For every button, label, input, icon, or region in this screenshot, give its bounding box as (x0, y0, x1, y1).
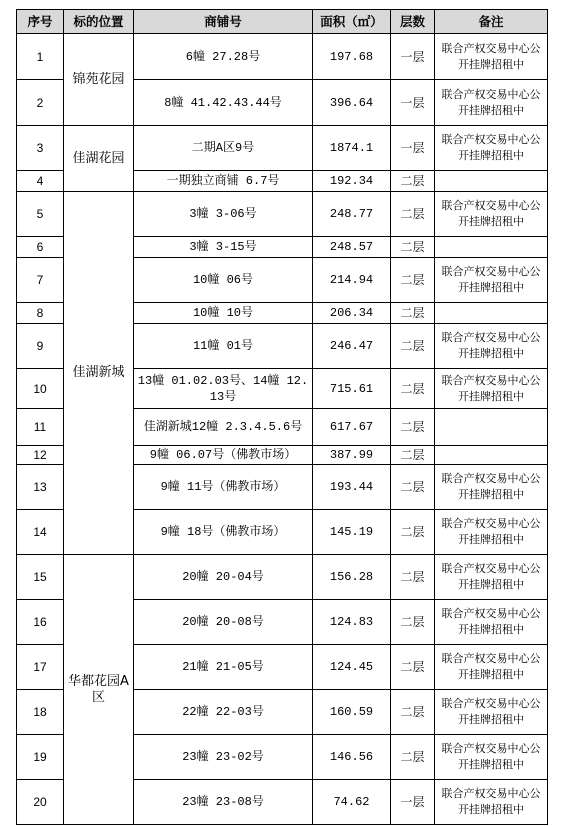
area-cell: 156.28 (313, 555, 391, 600)
area-cell: 396.64 (313, 80, 391, 126)
floor-cell: 二层 (391, 409, 435, 446)
area-cell: 248.77 (313, 192, 391, 237)
shop-number-cell: 9幢 11号（佛教市场） (134, 465, 313, 510)
seq-cell: 14 (17, 510, 64, 555)
shop-number-cell: 8幢 41.42.43.44号 (134, 80, 313, 126)
floor-cell: 一层 (391, 34, 435, 80)
shop-number-cell: 20幢 20-04号 (134, 555, 313, 600)
floor-cell: 二层 (391, 324, 435, 369)
area-cell: 145.19 (313, 510, 391, 555)
seq-cell: 11 (17, 409, 64, 446)
seq-cell: 4 (17, 171, 64, 192)
shop-number-cell: 9幢 18号（佛教市场） (134, 510, 313, 555)
area-cell: 387.99 (313, 446, 391, 465)
remarks-cell: 联合产权交易中心公开挂牌招租中 (435, 780, 548, 825)
remarks-cell: 联合产权交易中心公开挂牌招租中 (435, 690, 548, 735)
area-cell: 197.68 (313, 34, 391, 80)
floor-cell: 二层 (391, 192, 435, 237)
floor-cell: 二层 (391, 446, 435, 465)
remarks-cell (435, 171, 548, 192)
remarks-cell: 联合产权交易中心公开挂牌招租中 (435, 735, 548, 780)
seq-cell: 1 (17, 34, 64, 80)
shop-number-cell: 21幢 21-05号 (134, 645, 313, 690)
floor-cell: 一层 (391, 126, 435, 171)
shop-number-cell: 3幢 3-06号 (134, 192, 313, 237)
seq-cell: 5 (17, 192, 64, 237)
seq-cell: 7 (17, 258, 64, 303)
shop-number-cell: 10幢 06号 (134, 258, 313, 303)
location-cell: 锦苑花园 (64, 34, 134, 126)
floor-cell: 二层 (391, 465, 435, 510)
area-cell: 192.34 (313, 171, 391, 192)
shop-number-cell: 23幢 23-08号 (134, 780, 313, 825)
remarks-cell: 联合产权交易中心公开挂牌招租中 (435, 80, 548, 126)
floor-cell: 二层 (391, 237, 435, 258)
shop-number-cell: 一期独立商铺 6.7号 (134, 171, 313, 192)
seq-cell: 17 (17, 645, 64, 690)
seq-cell: 6 (17, 237, 64, 258)
location-cell: 华都花园A区 (64, 555, 134, 825)
shop-number-cell: 13幢 01.02.03号、14幢 12.13号 (134, 369, 313, 409)
remarks-cell: 联合产权交易中心公开挂牌招租中 (435, 600, 548, 645)
header-row (17, 10, 548, 34)
area-cell: 715.61 (313, 369, 391, 409)
table-row (17, 34, 548, 80)
shop-number-cell: 3幢 3-15号 (134, 237, 313, 258)
floor-cell: 二层 (391, 171, 435, 192)
floor-cell: 二层 (391, 645, 435, 690)
floor-cell: 二层 (391, 735, 435, 780)
remarks-cell: 联合产权交易中心公开挂牌招租中 (435, 258, 548, 303)
header-location: 标的位置 (64, 10, 134, 34)
seq-cell: 20 (17, 780, 64, 825)
floor-cell: 二层 (391, 510, 435, 555)
location-cell: 佳湖新城 (64, 192, 134, 555)
seq-cell: 12 (17, 446, 64, 465)
floor-cell: 二层 (391, 690, 435, 735)
remarks-cell: 联合产权交易中心公开挂牌招租中 (435, 465, 548, 510)
shop-number-cell: 22幢 22-03号 (134, 690, 313, 735)
floor-cell: 二层 (391, 600, 435, 645)
seq-cell: 19 (17, 735, 64, 780)
remarks-cell: 联合产权交易中心公开挂牌招租中 (435, 192, 548, 237)
remarks-cell: 联合产权交易中心公开挂牌招租中 (435, 34, 548, 80)
remarks-cell: 联合产权交易中心公开挂牌招租中 (435, 510, 548, 555)
shop-number-cell: 10幢 10号 (134, 303, 313, 324)
table-row (17, 192, 548, 237)
remarks-cell: 联合产权交易中心公开挂牌招租中 (435, 555, 548, 600)
table-row (17, 555, 548, 600)
seq-cell: 13 (17, 465, 64, 510)
floor-cell: 一层 (391, 780, 435, 825)
area-cell: 193.44 (313, 465, 391, 510)
seq-cell: 15 (17, 555, 64, 600)
seq-cell: 16 (17, 600, 64, 645)
area-cell: 248.57 (313, 237, 391, 258)
header-area: 面积（㎡） (313, 10, 391, 34)
remarks-cell: 联合产权交易中心公开挂牌招租中 (435, 324, 548, 369)
floor-cell: 二层 (391, 369, 435, 409)
table-row (17, 126, 548, 171)
table-body (17, 34, 548, 825)
shop-number-cell: 佳湖新城12幢 2.3.4.5.6号 (134, 409, 313, 446)
area-cell: 160.59 (313, 690, 391, 735)
seq-cell: 18 (17, 690, 64, 735)
header-floor: 层数 (391, 10, 435, 34)
area-cell: 214.94 (313, 258, 391, 303)
floor-cell: 二层 (391, 555, 435, 600)
table-header (17, 10, 548, 34)
seq-cell: 3 (17, 126, 64, 171)
seq-cell: 2 (17, 80, 64, 126)
shop-number-cell: 6幢 27.28号 (134, 34, 313, 80)
remarks-cell: 联合产权交易中心公开挂牌招租中 (435, 369, 548, 409)
shop-number-cell: 11幢 01号 (134, 324, 313, 369)
remarks-cell: 联合产权交易中心公开挂牌招租中 (435, 126, 548, 171)
seq-cell: 8 (17, 303, 64, 324)
area-cell: 124.83 (313, 600, 391, 645)
area-cell: 617.67 (313, 409, 391, 446)
shop-number-cell: 23幢 23-02号 (134, 735, 313, 780)
remarks-cell (435, 446, 548, 465)
remarks-cell (435, 409, 548, 446)
header-shop-no: 商铺号 (134, 10, 313, 34)
area-cell: 124.45 (313, 645, 391, 690)
floor-cell: 二层 (391, 258, 435, 303)
floor-cell: 一层 (391, 80, 435, 126)
remarks-cell (435, 303, 548, 324)
area-cell: 246.47 (313, 324, 391, 369)
seq-cell: 9 (17, 324, 64, 369)
remarks-cell (435, 237, 548, 258)
area-cell: 146.56 (313, 735, 391, 780)
area-cell: 74.62 (313, 780, 391, 825)
shop-listing-table (16, 9, 548, 825)
remarks-cell: 联合产权交易中心公开挂牌招租中 (435, 645, 548, 690)
area-cell: 206.34 (313, 303, 391, 324)
shop-number-cell: 9幢 06.07号（佛教市场） (134, 446, 313, 465)
seq-cell: 10 (17, 369, 64, 409)
header-remarks: 备注 (435, 10, 548, 34)
shop-number-cell: 20幢 20-08号 (134, 600, 313, 645)
floor-cell: 二层 (391, 303, 435, 324)
area-cell: 1874.1 (313, 126, 391, 171)
header-seq: 序号 (17, 10, 64, 34)
shop-number-cell: 二期A区9号 (134, 126, 313, 171)
location-cell: 佳湖花园 (64, 126, 134, 192)
